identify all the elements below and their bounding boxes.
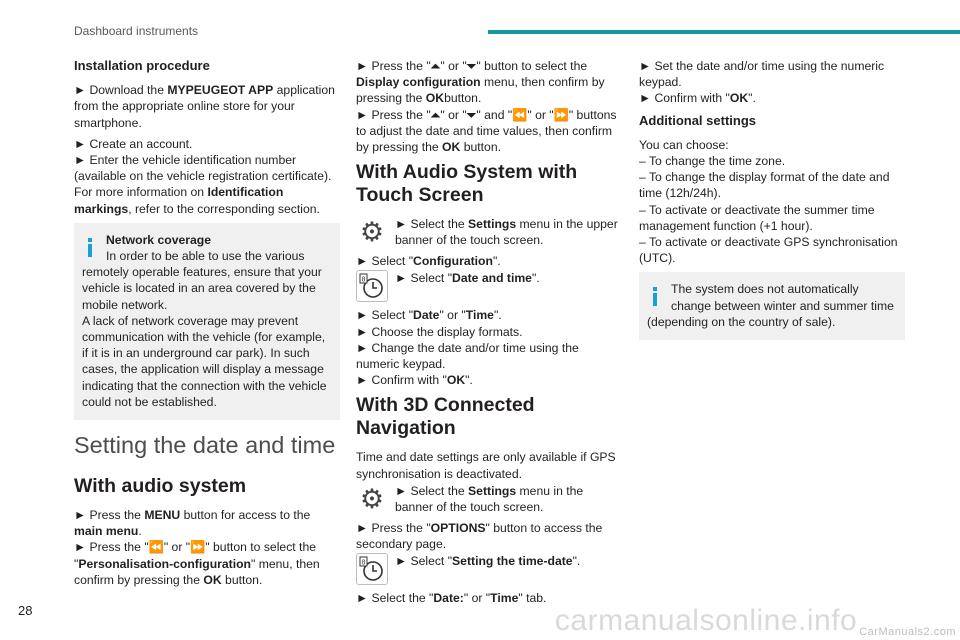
- nav-step-1: ⚙ ► Select the Settings menu in the banner of the touch screen.: [356, 483, 622, 517]
- up-arrow-icon: ⏶: [430, 59, 441, 73]
- touch-step-4: ► Select "Date" or "Time".: [356, 308, 502, 323]
- touch-step-7: ► Confirm with "OK".: [356, 373, 473, 388]
- touch-step-6: ► Change the date and/or time using the numeric keypad.: [356, 340, 579, 372]
- touch-screen-heading: With Audio System with Touch Screen: [356, 161, 578, 207]
- note-text-2: A lack of network coverage may prevent communication with the vehicle (for example, if it is in an underground car park). In such cases, the application will display a message indicating that the connection with the vehicle could not be established.: [82, 313, 327, 409]
- rewind-icon: ⏪: [148, 540, 164, 555]
- navigation-intro: Time and date settings are only available if GPS synchronisation is deactivated.: [356, 450, 616, 481]
- option-summer-time: – To activate or deactivate the summer time management function (+1 hour).: [639, 202, 875, 233]
- installation-heading: Installation procedure: [74, 58, 210, 73]
- option-gps-sync: – To activate or deactivate GPS synchronisation (UTC).: [639, 235, 898, 266]
- summer-time-note: [639, 272, 905, 340]
- column-3: [639, 58, 905, 352]
- install-step-2: ► Create an account.: [74, 136, 193, 151]
- gear-icon: ⚙: [359, 217, 385, 248]
- column-2: [356, 58, 622, 611]
- touch-step-1: ⚙ ► Select the Settings menu in the upper banner of the touch screen.: [356, 216, 622, 250]
- audio-system-heading: With audio system: [74, 475, 247, 498]
- navigation-heading: With 3D Connected Navigation: [356, 394, 535, 440]
- install-step-4: For more information on Identification markings, refer to the corresponding section.: [74, 185, 320, 216]
- header-accent-bar: [488, 30, 960, 34]
- info-icon: [84, 238, 96, 257]
- confirm-step: ► Confirm with "OK".: [639, 91, 756, 106]
- page-number: 28: [18, 603, 33, 618]
- gear-icon: ⚙: [359, 483, 385, 514]
- svg-text:8: 8: [361, 276, 366, 284]
- svg-text:8: 8: [361, 559, 366, 567]
- nav-step-4: ► Select the "Date:" or "Time" tab.: [356, 591, 547, 606]
- set-datetime-step: ► Set the date and/or time using the numeric keypad.: [639, 59, 885, 90]
- watermark: carmanualsonline.info CarManuals2.com: [554, 604, 956, 638]
- clock-icon: [356, 553, 388, 585]
- network-coverage-note: [74, 223, 340, 420]
- info-icon: [649, 287, 661, 306]
- touch-step-3: 8 ► Select "Date and time".: [356, 270, 622, 304]
- adjust-values-step: ► Press the "⏶" or "⏷" and "⏪" or "⏩" buttons to adjust the date and time values, then confirm by pressing the OK button.: [356, 107, 617, 155]
- touch-step-5: ► Choose the display formats.: [356, 324, 523, 339]
- display-config-step: ► Press the "⏶" or "⏷" button to select the Display configuration menu, then confirm by pressing the OKbutton.: [356, 59, 605, 106]
- additional-settings-heading: Additional settings: [639, 112, 756, 128]
- option-display-format: – To change the display format of the date and time (12h/24h).: [639, 170, 890, 201]
- audio-step-1: ► Press the MENU button for access to the main menu.: [74, 508, 311, 539]
- note-title: Network coverage: [106, 232, 211, 247]
- section-title: Setting the date and time: [74, 432, 336, 459]
- column-1: [74, 58, 340, 593]
- nav-step-3: 8 ► Select "Setting the time-date".: [356, 553, 622, 587]
- audio-step-2: ► Press the "⏪" or "⏩" button to select the "Personalisation-configuration" menu, then confirm by pressing the OK button.: [74, 540, 320, 587]
- touch-step-2: ► Select "Configuration".: [356, 254, 501, 269]
- note-text: In order to be able to use the various remotely operable features, ensure that your vehicle is located in an area covered by the mobile network.: [82, 249, 322, 312]
- running-header: Dashboard instruments: [74, 24, 199, 38]
- note-text: The system does not automatically change between winter and summer time (depending on the country of sale).: [647, 282, 894, 329]
- install-step-1: ► Download the MYPEUGEOT APP application from the appropriate online store for your smartphone.: [74, 83, 335, 130]
- fast-forward-icon: ⏩: [190, 540, 206, 555]
- option-time-zone: – To change the time zone.: [639, 154, 786, 169]
- down-arrow-icon: ⏷: [466, 59, 477, 73]
- clock-icon: [356, 270, 388, 302]
- install-step-3: ► Enter the vehicle identification number (available on the vehicle registration certificate).: [74, 153, 332, 184]
- nav-step-2: ► Press the "OPTIONS" button to access the secondary page.: [356, 520, 603, 552]
- choose-intro: You can choose:: [639, 137, 729, 152]
